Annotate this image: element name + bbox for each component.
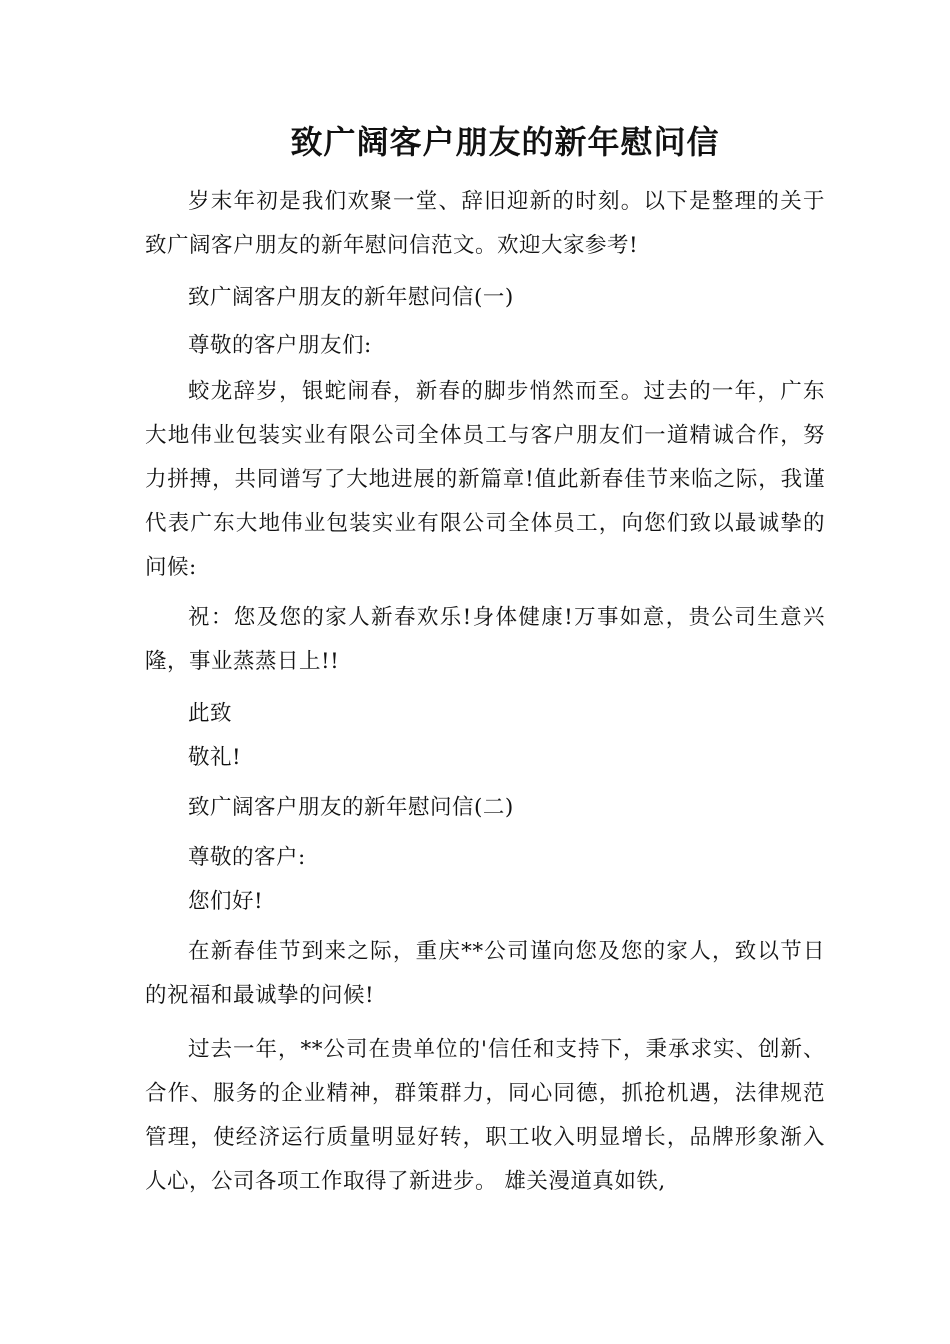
intro-paragraph: 岁末年初是我们欢聚一堂、辞旧迎新的时刻。以下是整理的关于致广阔客户朋友的新年慰问信范文。欢迎大家参考! bbox=[145, 189, 825, 258]
letter-one-body: 蛟龙辞岁，银蛇闹春，新春的脚步悄然而至。过去的一年，广东大地伟业包装实业有限公司全体员工与客户朋友们一道精诚合作，努力拼搏，共同谱写了大地进展的新篇章!值此新春佳节来临之际，我谨代表广东大地伟业包装实业有限公司全体员工，向您们致以最诚挚的问候: bbox=[145, 379, 825, 580]
letter-one-closing: 此致 bbox=[188, 701, 233, 726]
letter-two-heading: 致广阔客户朋友的新年慰问信(二) bbox=[188, 795, 514, 820]
letter-one-salutation: 尊敬的客户朋友们: bbox=[188, 333, 372, 358]
letter-two-greeting: 您们好! bbox=[188, 889, 264, 914]
letter-two-intro: 在新春佳节到来之际，重庆**公司谨向您及您的家人，致以节日的祝福和最诚挚的问候! bbox=[145, 939, 825, 1008]
letter-one-wishes: 祝：您及您的家人新春欢乐!身体健康!万事如意，贵公司生意兴隆，事业蒸蒸日上!! bbox=[145, 605, 825, 674]
letter-two-body: 过去一年，**公司在贵单位的'信任和支持下，秉承求实、创新、合作、服务的企业精神，群策群力，同心同德，抓抢机遇，法律规范管理，使经济运行质量明显好转，职工收入明显增长，品牌形象渐入人心，公司各项工作取得了新进步。 雄关漫道真如铁, bbox=[145, 1037, 825, 1194]
letter-two-salutation: 尊敬的客户: bbox=[188, 845, 306, 870]
letter-one-regards: 敬礼! bbox=[188, 745, 242, 770]
letter-one-heading: 致广阔客户朋友的新年慰问信(一) bbox=[188, 285, 514, 310]
document-title: 致广阔客户朋友的新年慰问信 bbox=[290, 123, 720, 161]
